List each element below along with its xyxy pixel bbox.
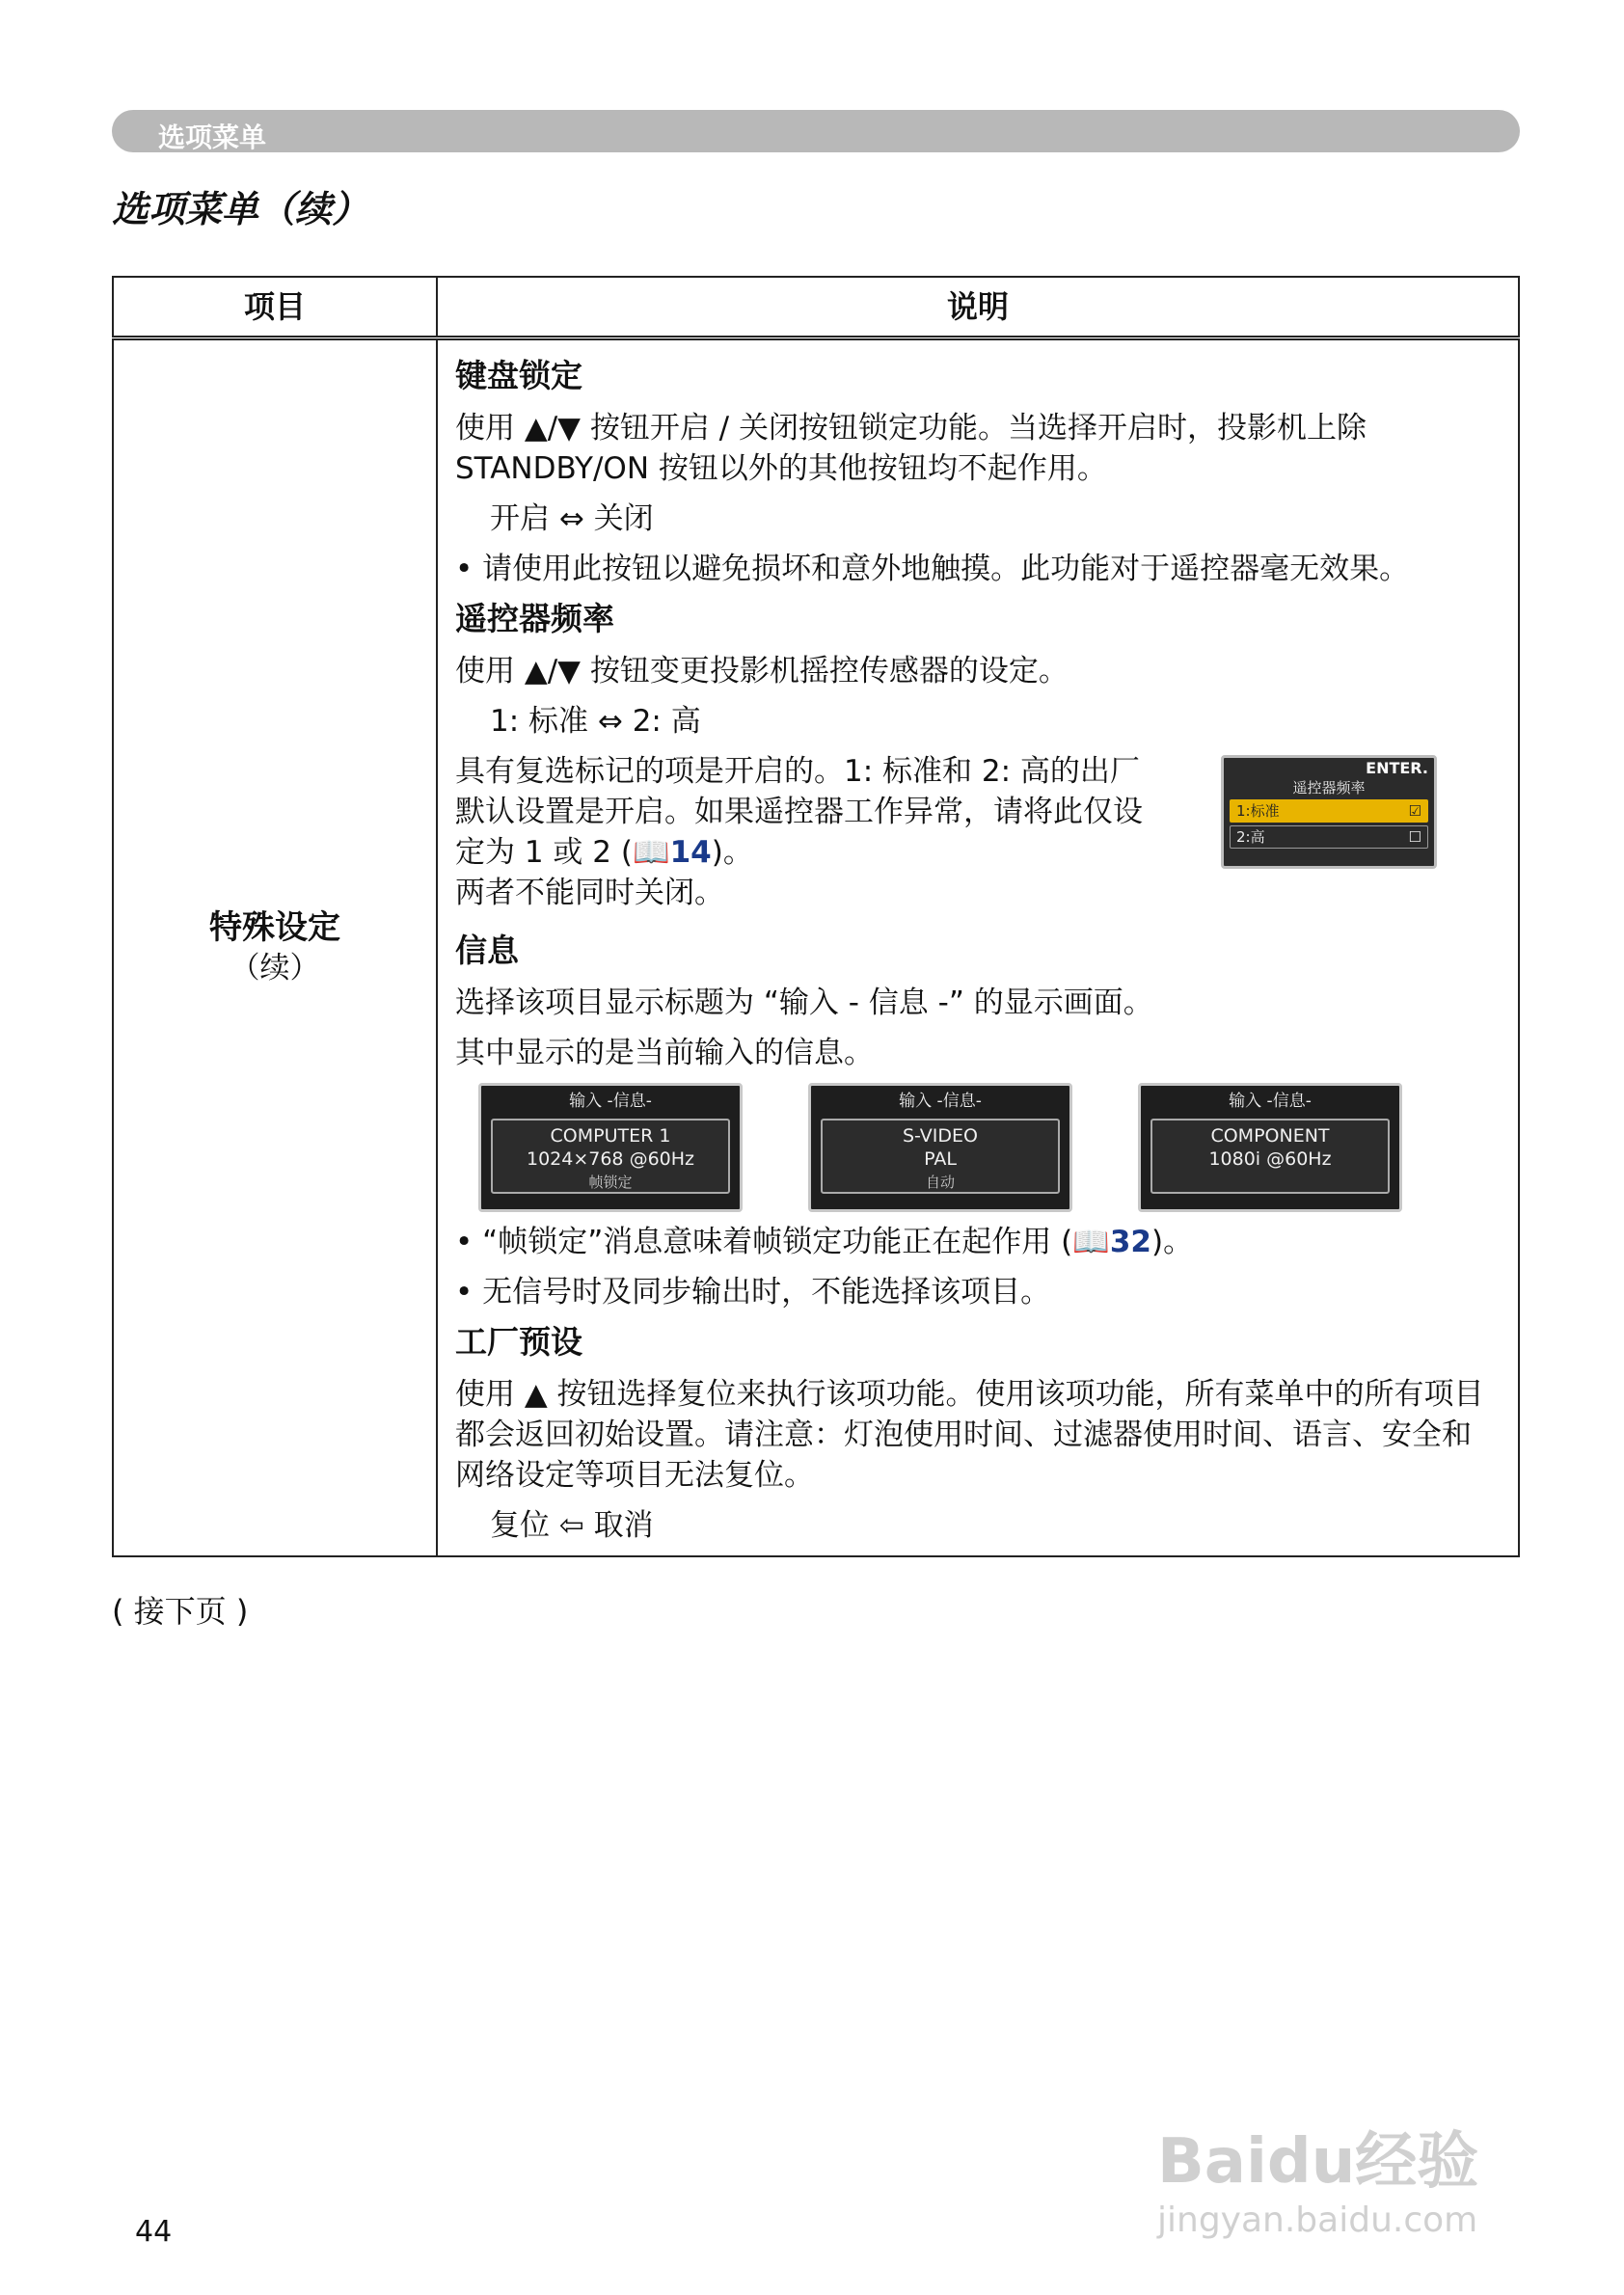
info-screen-line: 自动: [925, 1174, 955, 1191]
info-screen-line: 1080i @60Hz: [1208, 1148, 1332, 1170]
section-header-label: 选项菜单: [158, 122, 267, 153]
info-screens: [478, 1083, 1501, 1212]
info-screen-svideo: [808, 1083, 1072, 1212]
info-note-2: • 无信号时及同步输出时，不能选择该项目。: [455, 1275, 1051, 1310]
checkbox-empty-icon: ☐: [1408, 828, 1421, 846]
remote-frequency-osd-image: [1221, 755, 1437, 869]
watermark-brand: Baidu经验: [1157, 2126, 1479, 2198]
page-number: 44: [135, 2215, 173, 2249]
checkbox-checked-icon: ☑: [1408, 802, 1421, 820]
item-cell: [113, 338, 437, 1557]
info-screen-component: [1138, 1083, 1402, 1212]
info-title: 信息: [455, 932, 519, 969]
remote-note2: 两者不能同时关闭。: [455, 876, 724, 910]
column-header-item: 项目: [113, 277, 437, 338]
info-screen-line: COMPUTER 1: [550, 1125, 671, 1147]
info-note-1-text: • “帧锁定”消息意味着帧锁定功能正在起作用 (: [455, 1225, 1073, 1259]
book-reference-32[interactable]: 📖32: [1072, 1225, 1151, 1259]
info-screen-line: COMPONENT: [1210, 1125, 1330, 1147]
info-description-2: 其中显示的是当前输入的信息。: [455, 1036, 874, 1070]
item-continued: （续）: [230, 951, 320, 986]
info-screen-line: S-VIDEO: [903, 1125, 978, 1147]
baidu-watermark-logo: [1157, 2112, 1562, 2256]
table-row: [113, 338, 1519, 1557]
keylock-note: • 请使用此按钮以避免损坏和意外地触摸。此功能对于遥控器毫无效果。: [455, 552, 1410, 586]
info-screen-line: 1024×768 @60Hz: [526, 1148, 694, 1170]
osd-item-high: [1230, 825, 1428, 849]
description-cell: [437, 338, 1519, 1557]
remote-note: [455, 751, 1159, 873]
item-name: 特殊设定: [209, 908, 340, 947]
osd-enter-label: ENTER.: [1366, 759, 1428, 777]
table-header-row: [113, 277, 1519, 338]
options-table: [112, 276, 1520, 1557]
section-header-bar: [112, 110, 1520, 152]
osd-item-standard-label: 1:标准: [1236, 802, 1280, 820]
continued-label: ( 接下页 ): [112, 1593, 249, 1630]
keylock-option: 开启 ⇔ 关闭: [490, 501, 654, 536]
remote-title: 遥控器频率: [455, 600, 614, 637]
column-header-description: 说明: [437, 277, 1519, 338]
info-note-1-end: )。: [1150, 1225, 1194, 1259]
remote-option: 1: 标准 ⇔ 2: 高: [490, 704, 701, 739]
factory-description: 使用 ▲ 按钮选择复位来执行该项功能。使用该项功能，所有菜单中的所有项目都会返回初始设置。请注意：灯泡使用时间、过滤器使用时间、语言、安全和网络设定等项目无法复位。: [455, 1377, 1484, 1493]
book-reference-14[interactable]: 📖14: [632, 835, 712, 870]
page-title: 选项菜单（续）: [112, 188, 369, 230]
info-screen-computer: [478, 1083, 743, 1212]
remote-note-end: )。: [711, 835, 753, 870]
remote-note-row: [455, 751, 1501, 923]
info-screen-caption: 输入 -信息-: [569, 1092, 652, 1111]
info-screen-caption: 输入 -信息-: [1229, 1092, 1312, 1111]
osd-item-standard: [1230, 799, 1428, 823]
keylock-description: 使用 ▲/▼ 按钮开启 / 关闭按钮锁定功能。当选择开启时，投影机上除 STANDBY/ON 按钮以外的其他按钮均不起作用。: [455, 411, 1367, 486]
info-note-1: [455, 1222, 1501, 1262]
info-screen-caption: 输入 -信息-: [899, 1092, 982, 1111]
factory-title: 工厂预设: [455, 1323, 582, 1361]
keylock-title: 键盘锁定: [455, 357, 582, 394]
info-screen-line: 帧锁定: [588, 1174, 633, 1191]
info-screen-line: PAL: [924, 1148, 957, 1170]
info-description-1: 选择该项目显示标题为 “输入 - 信息 -” 的显示画面。: [455, 986, 1153, 1020]
remote-note-text: 具有复选标记的项是开启的。1: 标准和 2: 高的出厂默认设置是开启。如果遥控器工作异常，请将此仅设定为 1 或 2 (: [455, 754, 1143, 870]
factory-option: 复位 ⇦ 取消: [490, 1508, 654, 1543]
osd-caption: 遥控器频率: [1292, 779, 1366, 796]
osd-item-high-label: 2:高: [1236, 828, 1265, 846]
watermark-url: jingyan.baidu.com: [1157, 2200, 1478, 2240]
remote-description: 使用 ▲/▼ 按钮变更投影机摇控传感器的设定。: [455, 654, 1069, 688]
